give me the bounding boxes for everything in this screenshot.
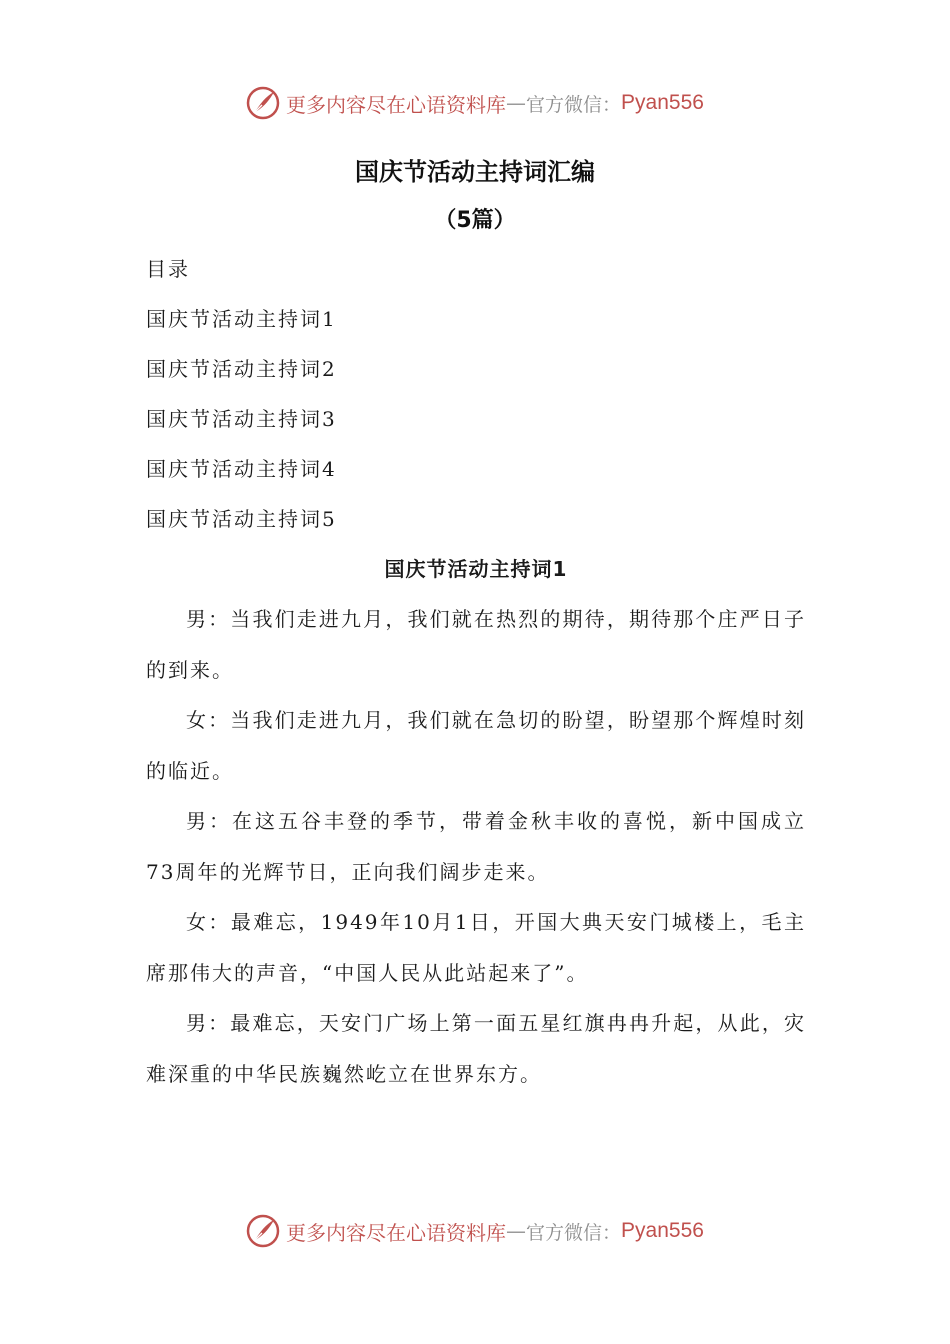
- banner-wechat-label: 官方微信：: [526, 1221, 622, 1244]
- banner-slogan: 更多内容尽在心语资料库: [286, 92, 507, 117]
- banner-slogan: 更多内容尽在心语资料库: [286, 1220, 507, 1245]
- toc-item[interactable]: 国庆节活动主持词4: [146, 457, 337, 481]
- dialogue-paragraph: 女：当我们走进九月，我们就在急切的盼望，盼望那个辉煌时刻的临近。: [146, 708, 806, 783]
- dialogue-paragraph: 男：在这五谷丰登的季节，带着金秋丰收的喜悦，新中国成立73周年的光辉节日，正向我们阔步走来。: [146, 809, 806, 884]
- banner-wechat-id: Pyan556: [621, 91, 704, 114]
- toc-item[interactable]: 国庆节活动主持词2: [146, 357, 337, 381]
- dialogue-paragraph: 男：当我们走进九月，我们就在热烈的期待，期待那个庄严日子的到来。: [146, 607, 806, 682]
- document-title: 国庆节活动主持词汇编: [355, 158, 595, 186]
- dialogue-paragraph: 女：最难忘，1949年10月1日，开国大典天安门城楼上，毛主席那伟大的声音，“中国人民从此站起来了”。: [146, 910, 806, 985]
- banner-wechat-label: 官方微信：: [526, 93, 622, 116]
- banner-dash: —: [506, 1219, 527, 1243]
- document-subtitle: （5篇）: [434, 208, 516, 233]
- header-banner: [0, 83, 950, 123]
- section-heading: 国庆节活动主持词1: [384, 557, 568, 581]
- banner-dash: —: [506, 91, 527, 115]
- toc-item[interactable]: 国庆节活动主持词5: [146, 507, 337, 531]
- dialogue-paragraph: 男：最难忘，天安门广场上第一面五星红旗冉冉升起，从此，灾难深重的中华民族巍然屹立在世界东方。: [146, 1011, 806, 1086]
- feather-pen-logo-icon: [246, 86, 280, 120]
- toc-item[interactable]: 国庆节活动主持词3: [146, 407, 337, 431]
- feather-pen-logo-icon: [246, 1214, 280, 1248]
- banner-wechat-id: Pyan556: [621, 1219, 704, 1242]
- footer-banner: [0, 1211, 950, 1251]
- document-body: [146, 244, 806, 1099]
- toc-heading: 目录: [146, 257, 190, 281]
- toc-item[interactable]: 国庆节活动主持词1: [146, 307, 337, 331]
